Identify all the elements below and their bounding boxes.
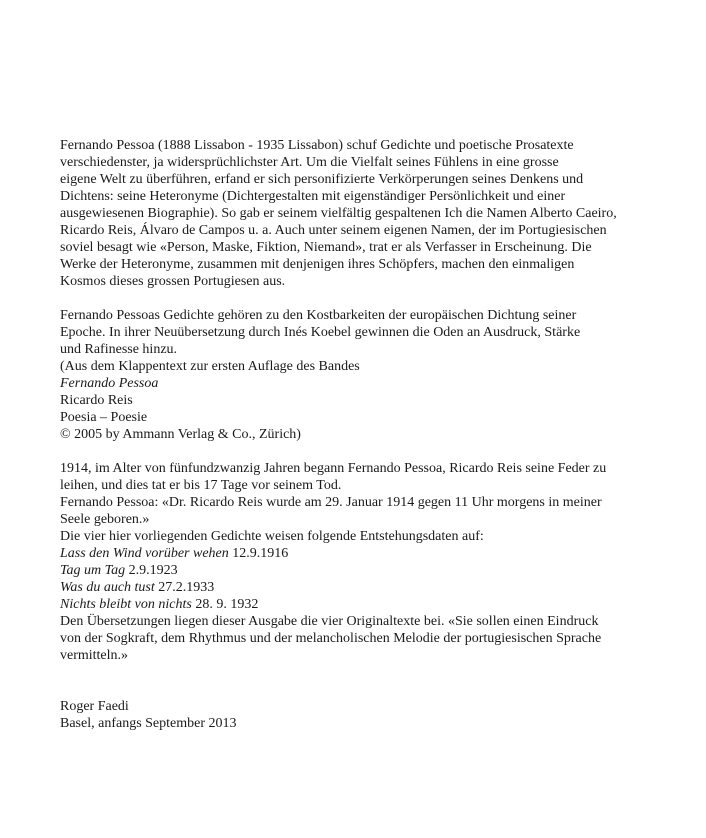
text-segment: von der Sogkraft, dem Rhythmus und der melancholischen Melodie der portugiesischen Sprache [60, 631, 602, 646]
text-segment: vermitteln.» [60, 648, 129, 663]
text-segment: Seele geboren.» [60, 512, 150, 527]
italic-text-segment: Tag um Tag [60, 563, 126, 578]
italic-text-segment: Was du auch tust [60, 580, 155, 595]
text-line [60, 562, 666, 579]
italic-text-segment: Fernando Pessoa [60, 376, 159, 391]
text-segment: eigene Welt zu überführen, erfand er sich personifizierte Verkörperungen seines Denkens und [60, 172, 584, 187]
text-line [60, 426, 666, 443]
document-text [60, 137, 666, 732]
text-line [60, 528, 666, 545]
text-line [60, 205, 666, 222]
text-segment: und Rafinesse hinzu. [60, 342, 178, 357]
text-segment: ausgewiesenen Biographie). So gab er seinem vielfältig gespaltenen Ich die Namen Alberto Caeiro, [60, 206, 617, 221]
text-segment: leihen, und dies tat er bis 17 Tage vor seinem Tod. [60, 478, 342, 493]
text-line [60, 698, 666, 715]
text-segment: 28. 9. 1932 [191, 597, 259, 612]
text-line [60, 171, 666, 188]
text-line [60, 341, 666, 358]
text-line [60, 460, 666, 477]
text-segment: Roger Faedi [60, 699, 129, 714]
text-line [60, 494, 666, 511]
text-line [60, 273, 666, 290]
text-line [60, 715, 666, 732]
text-segment: soviel besagt wie «Person, Maske, Fiktion, Niemand», trat er als Verfasser in Erscheinung. Die [60, 240, 592, 255]
text-line [60, 375, 666, 392]
text-segment: Kosmos dieses grossen Portugiesen aus. [60, 274, 286, 289]
text-line [60, 409, 666, 426]
text-segment: Den Übersetzungen liegen dieser Ausgabe die vier Originaltexte bei. «Sie sollen einen Eindruck [60, 614, 599, 629]
text-line [60, 545, 666, 562]
text-segment: Werke der Heteronyme, zusammen mit denjenigen ihres Schöpfers, machen den einmaligen [60, 257, 575, 272]
text-line [60, 222, 666, 239]
text-segment: Dichtens: seine Heteronyme (Dichtergestalten mit eigenständiger Persönlichkeit und einer [60, 189, 566, 204]
text-segment: verschiedenster, ja widersprüchlichster Art. Um die Vielfalt seines Fühlens in eine grosse [60, 155, 559, 170]
text-segment: Fernando Pessoa (1888 Lissabon - 1935 Lissabon) schuf Gedichte und poetische Prosatexte [60, 138, 574, 153]
text-segment: 12.9.1916 [228, 546, 289, 561]
text-segment: Basel, anfangs September 2013 [60, 716, 237, 731]
text-line [60, 579, 666, 596]
italic-text-segment: Lass den Wind vorüber wehen [60, 546, 229, 561]
text-segment: Fernando Pessoas Gedichte gehören zu den Kostbarkeiten der europäischen Dichtung seiner [60, 308, 577, 323]
text-line [60, 613, 666, 630]
about-pessoa-paragraph [60, 137, 666, 290]
text-line [60, 392, 666, 409]
italic-text-segment: Nichts bleibt von nichts [60, 597, 192, 612]
text-line [60, 307, 666, 324]
text-line [60, 477, 666, 494]
text-segment: Die vier hier vorliegenden Gedichte weisen folgende Entstehungsdaten auf: [60, 529, 484, 544]
signature-block [60, 698, 666, 732]
text-segment: 2.9.1923 [125, 563, 178, 578]
text-segment: Ricardo Reis [60, 393, 133, 408]
text-segment: Ricardo Reis, Álvaro de Campos u. a. Auch unter seinem eigenen Namen, der im Portugiesischen [60, 223, 607, 238]
text-line [60, 188, 666, 205]
text-line [60, 324, 666, 341]
ricardo-reis-dates-paragraph [60, 460, 666, 664]
text-segment: Fernando Pessoa: «Dr. Ricardo Reis wurde am 29. Januar 1914 gegen 11 Uhr morgens in meiner [60, 495, 602, 510]
text-line [60, 630, 666, 647]
text-segment: (Aus dem Klappentext zur ersten Auflage des Bandes [60, 359, 360, 374]
text-line [60, 511, 666, 528]
text-line [60, 154, 666, 171]
text-segment: © 2005 by Ammann Verlag & Co., Zürich) [60, 427, 301, 442]
text-segment: 1914, im Alter von fünfundzwanzig Jahren begann Fernando Pessoa, Ricardo Reis seine Feder zu [60, 461, 607, 476]
text-line [60, 647, 666, 664]
text-line [60, 239, 666, 256]
text-line [60, 358, 666, 375]
text-line [60, 137, 666, 154]
klappentext-paragraph [60, 307, 666, 443]
text-segment: 27.2.1933 [154, 580, 215, 595]
text-segment: Poesia – Poesie [60, 410, 148, 425]
text-segment: Epoche. In ihrer Neuübersetzung durch Inés Koebel gewinnen die Oden an Ausdruck, Stärke [60, 325, 581, 340]
text-line [60, 596, 666, 613]
text-line [60, 256, 666, 273]
